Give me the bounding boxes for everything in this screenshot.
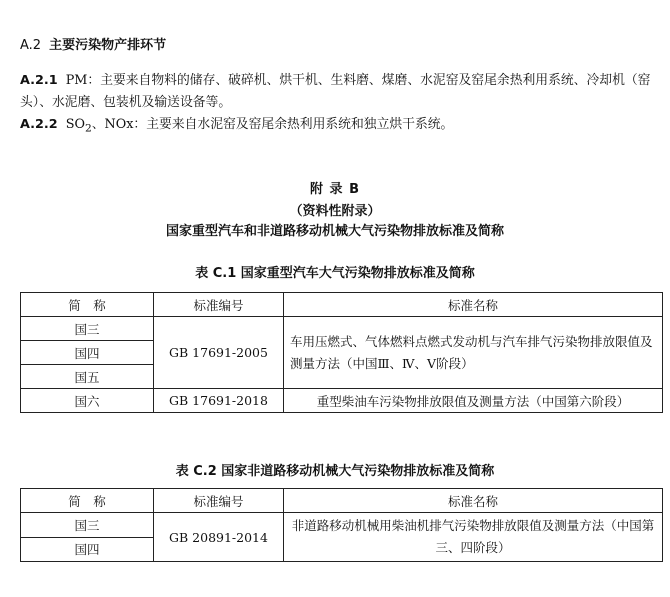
table-row [21, 317, 663, 341]
table-header-row [21, 489, 663, 513]
subscript: 2 [84, 121, 92, 135]
cell-abbr: 国四 [21, 537, 154, 562]
paragraph-number: A.2.2 [20, 117, 58, 132]
section-number: A.2 [20, 38, 42, 53]
table-caption: 表 C.2 国家非道路移动机械大气污染物排放标准及简称 [175, 464, 495, 479]
paragraph-number: A.2.1 [20, 73, 58, 88]
paragraph-text-end: 、NOx：主要来自水泥窑及窑尾余热利用系统和独立烘干系统。 [91, 117, 454, 132]
standards-table-nonroad-machinery [20, 488, 663, 562]
header-code: 标准编号 [154, 489, 284, 513]
cell-abbr: 国三 [21, 513, 154, 538]
cell-abbr: 国四 [21, 341, 154, 365]
section-heading [20, 34, 166, 53]
cell-name: 车用压燃式、气体燃料点燃式发动机与汽车排气污染物排放限值及测量方法（中国Ⅲ、Ⅳ、Ⅴ阶段） [284, 317, 663, 389]
paragraph-a22 [20, 114, 656, 140]
table-caption: 表 C.1 国家重型汽车大气污染物排放标准及简称 [195, 266, 475, 281]
header-name: 标准名称 [284, 293, 663, 317]
table-header-row [21, 293, 663, 317]
table-row [21, 513, 663, 538]
header-abbr: 简 称 [21, 489, 154, 513]
cell-code: GB 17691-2005 [154, 317, 284, 389]
header-abbr: 简 称 [21, 293, 154, 317]
cell-abbr: 国三 [21, 317, 154, 341]
header-code: 标准编号 [154, 293, 284, 317]
paragraph-text-start: SO [65, 117, 85, 132]
cell-name: 非道路移动机械用柴油机排气污染物排放限值及测量方法（中国第三、四阶段） [284, 513, 663, 562]
cell-name: 重型柴油车污染物排放限值及测量方法（中国第六阶段） [284, 389, 663, 413]
section-title: 主要污染物产排环节 [49, 38, 167, 53]
appendix-subtitle: （资料性附录） [289, 204, 381, 219]
appendix-label: 附 录 B [310, 182, 360, 197]
cell-abbr: 国五 [21, 365, 154, 389]
standards-table-heavy-vehicles [20, 292, 663, 413]
header-name: 标准名称 [284, 489, 663, 513]
cell-code: GB 17691-2018 [154, 389, 284, 413]
table-row [21, 389, 663, 413]
cell-abbr: 国六 [21, 389, 154, 413]
paragraph-a21 [20, 70, 656, 114]
appendix-title: 国家重型汽车和非道路移动机械大气污染物排放标准及简称 [165, 224, 504, 239]
paragraph-text: PM：主要来自物料的储存、破碎机、烘干机、生料磨、煤磨、水泥窑及窑尾余热利用系统、冷却机（窑头）、水泥磨、包装机及输送设备等。 [20, 73, 651, 110]
cell-code: GB 20891-2014 [154, 513, 284, 562]
